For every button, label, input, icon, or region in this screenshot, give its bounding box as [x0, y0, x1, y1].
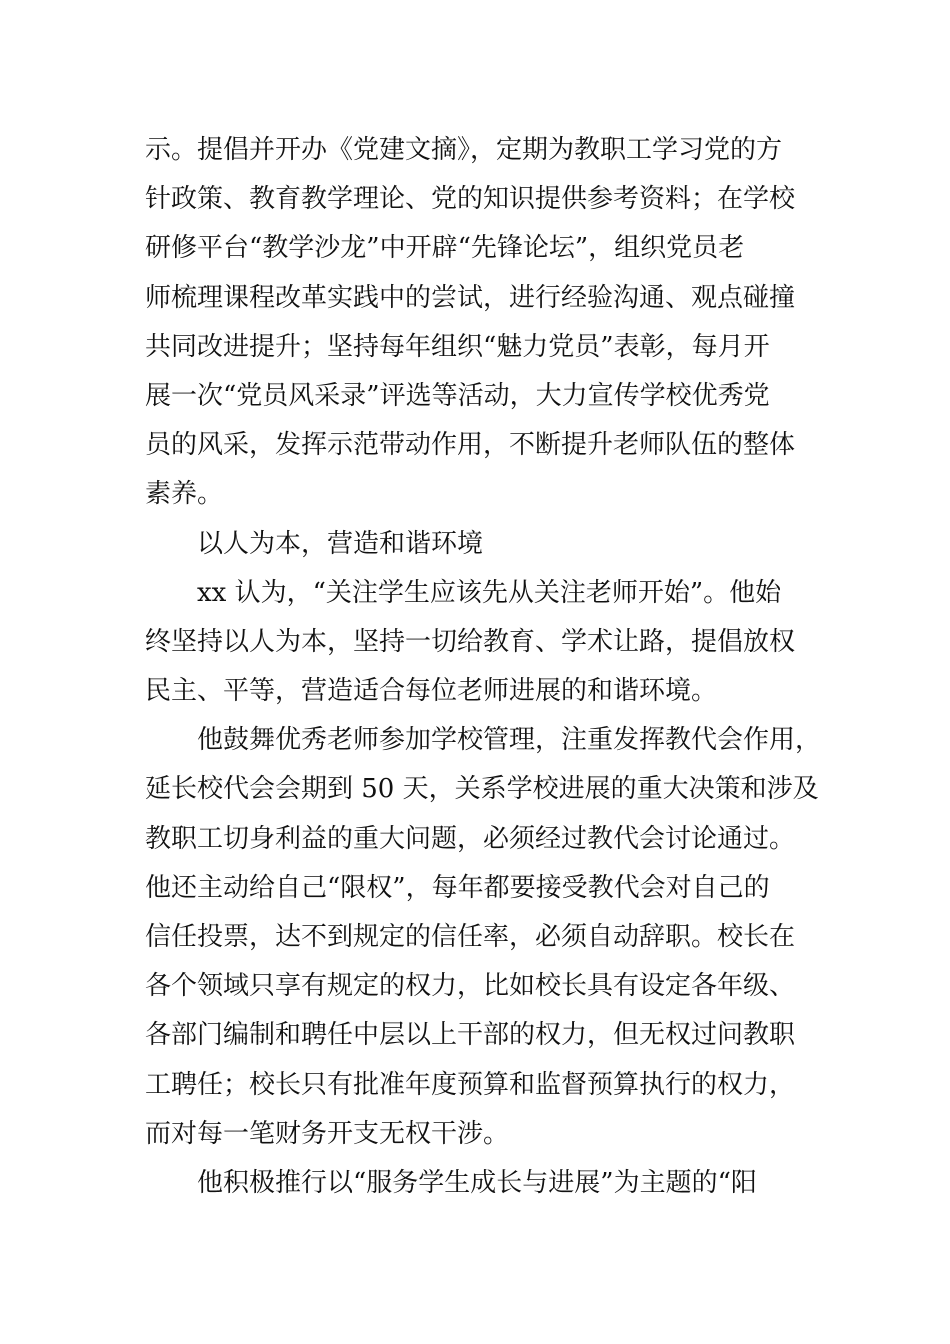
paragraph-line: 他还主动给自己“限权”，每年都要接受教代会对自己的 — [145, 872, 770, 903]
paragraph-line: 示。提倡并开办《党建文摘》，定期为教职工学习党的方 — [145, 135, 783, 165]
paragraph-line: 而对每一笔财务开支无权干涉。 — [145, 1118, 510, 1149]
paragraph-line: 展一次“党员风采录”评选等活动，大力宣传学校优秀党 — [145, 380, 770, 411]
document-body — [145, 126, 835, 1208]
paragraph-line: 延长校代会会期到 50 天，关系学校进展的重大决策和涉及 — [145, 774, 819, 805]
paragraph-line: 教职工切身利益的重大问题，必须经过教代会讨论通过。 — [145, 823, 796, 854]
paragraph-party-activities — [145, 126, 835, 520]
paragraph-teacher-participation — [145, 716, 835, 1159]
paragraph-line: 终坚持以人为本，坚持一切给教育、学术让路，提倡放权 — [145, 626, 796, 657]
paragraph-line: 他鼓舞优秀老师参加学校管理，注重发挥教代会作用， — [197, 725, 822, 756]
paragraph-line: 各个领域只享有规定的权力，比如校长具有设定各年级、 — [145, 971, 796, 1002]
paragraph-sunshine-initiative — [145, 1159, 835, 1208]
paragraph-line: xx 认为，“关注学生应该先从关注老师开始”。他始 — [197, 577, 782, 608]
paragraph-line: 民主、平等，营造适合每位老师进展的和谐环境。 — [145, 676, 718, 707]
paragraph-line: 工聘任；校长只有批准年度预算和监督预算执行的权力， — [145, 1069, 796, 1100]
section-heading — [145, 520, 835, 569]
section-heading-text: 以人为本，营造和谐环境 — [197, 528, 484, 559]
paragraph-line: 共同改进提升；坚持每年组织“魅力党员”表彰，每月开 — [145, 331, 770, 362]
paragraph-line: 研修平台“教学沙龙”中开辟“先锋论坛”，组织党员老 — [145, 233, 745, 264]
paragraph-line: 信任投票，达不到规定的信任率，必须自动辞职。校长在 — [145, 922, 796, 952]
paragraph-people-oriented — [145, 569, 835, 717]
paragraph-line: 各部门编制和聘任中层以上干部的权力，但无权过问教职 — [145, 1020, 796, 1051]
paragraph-line: 他积极推行以“服务学生成长与进展”为主题的“阳 — [197, 1167, 757, 1198]
paragraph-line: 针政策、教育教学理论、党的知识提供参考资料；在学校 — [145, 184, 796, 215]
paragraph-line: 员的风采，发挥示范带动作用，不断提升老师队伍的整体 — [145, 430, 796, 461]
paragraph-line: 师梳理课程改革实践中的尝试，进行经验沟通、观点碰撞 — [145, 282, 796, 313]
paragraph-line: 素养。 — [145, 479, 224, 510]
